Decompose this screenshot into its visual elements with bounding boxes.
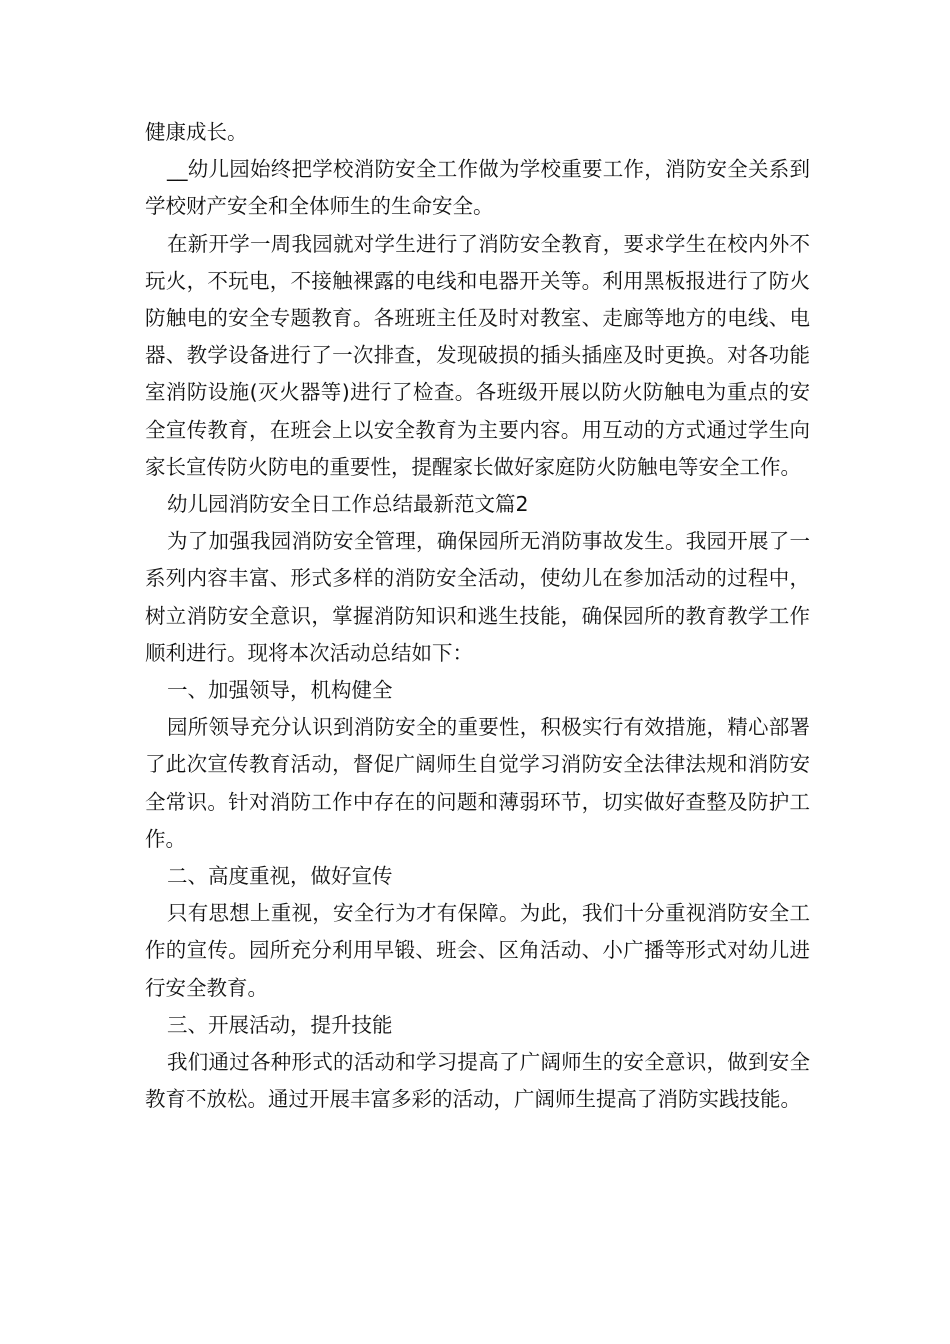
paragraph-leadership: 园所领导充分认识到消防安全的重要性，积极实行有效措施，精心部署了此次宣传教育活动，督促广阔师生自觉学习消防安全法律法规和消防安全常识。针对消防工作中存在的问题和薄弱环节，切实做好查整及防护工作。 <box>145 715 810 851</box>
section-heading-article-2: 幼儿园消防安全日工作总结最新范文篇2 <box>167 492 529 517</box>
paragraph-publicity: 只有思想上重视，安全行为才有保障。为此，我们十分重视消防安全工作的宣传。园所充分利用早锻、班会、区角活动、小广播等形式对幼儿进行安全教育。 <box>145 901 810 1000</box>
paragraph-activities: 我们通过各种形式的活动和学习提高了广阔师生的安全意识，做到安全教育不放松。通过开展丰富多彩的活动，广阔师生提高了消防实践技能。 <box>145 1050 810 1112</box>
paragraph-intro: __幼儿园始终把学校消防安全工作做为学校重要工作，消防安全关系到学校财产安全和全体师生的生命安全。 <box>145 157 810 219</box>
document-page <box>145 114 810 1118</box>
heading-publicity: 二、高度重视，做好宣传 <box>167 864 393 889</box>
heading-activities: 三、开展活动，提升技能 <box>167 1012 393 1037</box>
paragraph-overview: 为了加强我园消防安全管理，确保园所无消防事故发生。我园开展了一系列内容丰富、形式多样的消防安全活动，使幼儿在参加活动的过程中，树立消防安全意识，掌握消防知识和逃生技能，确保园所的教育教学工作顺利进行。现将本次活动总结如下： <box>145 529 810 665</box>
heading-leadership: 一、加强领导，机构健全 <box>167 678 393 703</box>
paragraph-continuation: 健康成长。 <box>145 120 248 144</box>
paragraph-education: 在新开学一周我园就对学生进行了消防安全教育，要求学生在校内外不玩火，不玩电，不接触裸露的电线和电器开关等。利用黑板报进行了防火防触电的安全专题教育。各班班主任及时对教室、走廊等地方的电线、电器、教学设备进行了一次排查，发现破损的插头插座及时更换。对各功能室消防设施(灭火器等)进行了检查。各班级开展以防火防触电为重点的安全宣传教育，在班会上以安全教育为主要内容。用互动的方式通过学生向家长宣传防火防电的重要性，提醒家长做好家庭防火防触电等安全工作。 <box>145 231 810 479</box>
